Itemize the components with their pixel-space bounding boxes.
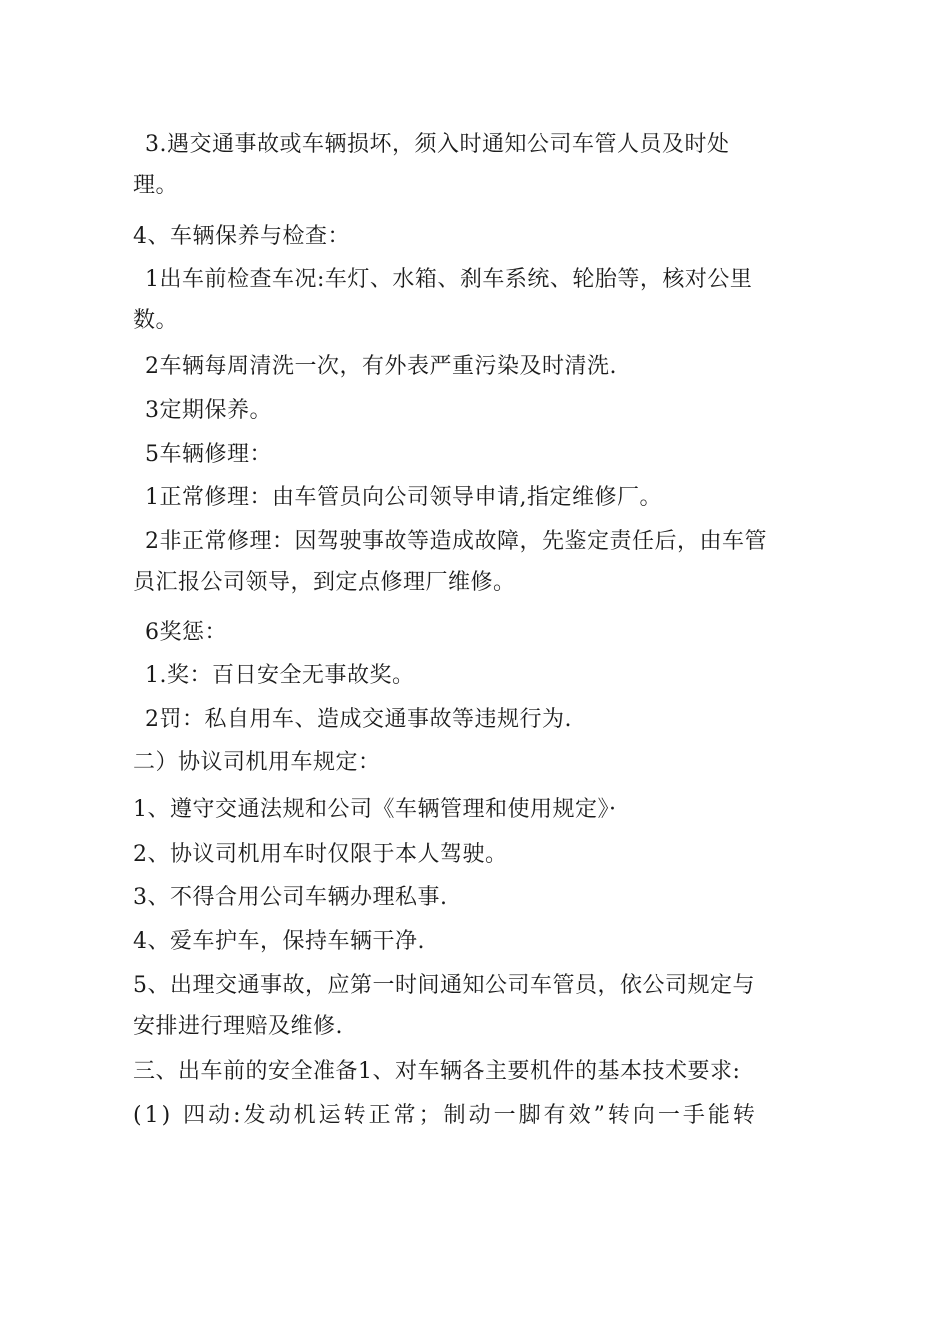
rule-4: 4、爱车护车，保持车辆干净. [133,929,425,954]
para-1-line-1: 3.遇交通事故或车辆损坏，须入时通知公司车管人员及时处 [145,132,730,157]
para-8-line-2: 员汇报公司领导，到定点修理厂维修。 [133,570,516,595]
para-11: 2罚：私自用车、造成交通事故等违规行为. [145,707,572,732]
rule-5-line-2: 安排进行理赔及维修. [133,1014,343,1039]
rule-5-line-1: 5、出理交通事故，应第一时间通知公司车管员，依公司规定与 [133,973,755,998]
rule-3: 3、不得合用公司车辆办理私事. [133,885,448,910]
para-7: 1正常修理：由车管员向公司领导申请,指定维修厂。 [145,485,662,510]
section-heading-maintenance: 4、车辆保养与检查： [133,224,350,249]
para-3-line-1: 1出车前检查车况:车灯、水箱、刹车系统、轮胎等，核对公里 [145,267,753,292]
para-3-line-2: 数。 [133,308,179,333]
section-heading-agreement: 二）协议司机用车规定： [133,750,381,775]
para-10: 1.奖：百日安全无事故奖。 [145,663,415,688]
section-heading-repair: 5车辆修理： [145,442,272,467]
section-heading-rewards: 6奖惩： [145,620,227,645]
rule-2: 2、协议司机用车时仅限于本人驾驶。 [133,842,508,867]
rule-1: 1、遵守交通法规和公司《车辆管理和使用规定》· [133,797,617,822]
para-1-line-2: 理。 [133,173,179,198]
para-19: (1) 四动:发动机运转正常；制动一脚有效”转向一手能转 [133,1103,758,1128]
para-4: 2车辆每周清洗一次，有外表严重污染及时清洗. [145,354,617,379]
section-heading-safety: 三、出车前的安全准备1、对车辆各主要机件的基本技术要求: [133,1059,741,1084]
para-5: 3定期保养。 [145,398,272,423]
para-8-line-1: 2非正常修理：因驾驶事故等造成故障，先鉴定责任后，由车管 [145,529,767,554]
